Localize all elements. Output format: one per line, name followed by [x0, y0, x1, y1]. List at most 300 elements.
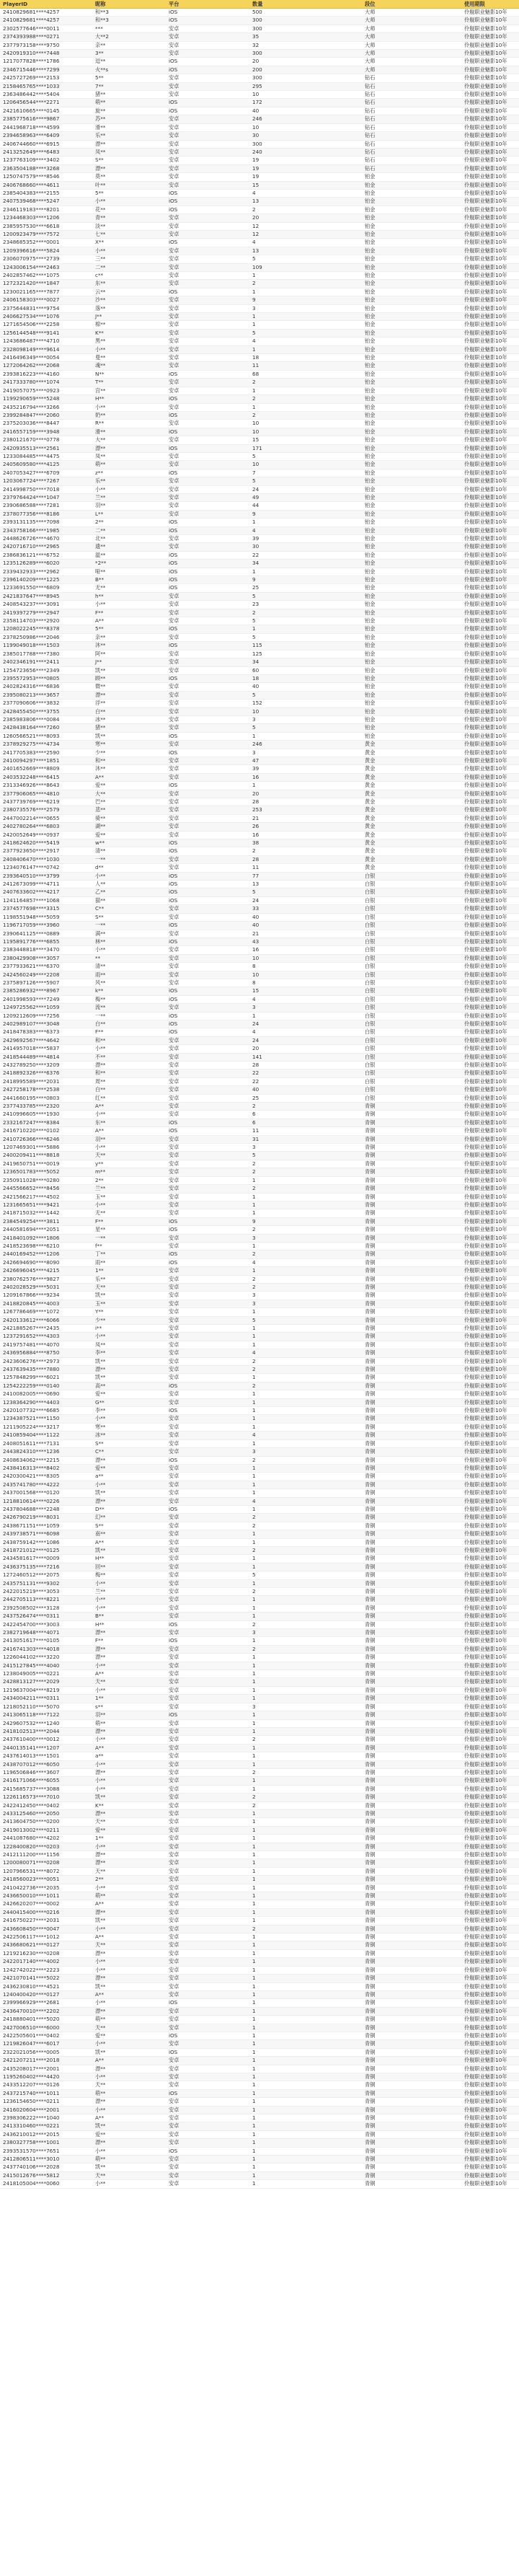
cell-player-id: 1226116573****7010: [0, 1794, 92, 1801]
cell-rank: 青铜: [362, 1941, 461, 1949]
table-row: [0, 1062, 519, 1069]
table-row: [0, 1209, 519, 1217]
cell-nickname: 哑**: [92, 568, 166, 575]
cell-nickname: 小**: [92, 1144, 166, 1152]
cell-player-id: 2394658963****6409: [0, 132, 92, 140]
cell-nickname: 漂**: [92, 1859, 166, 1867]
cell-nickname: 和**: [92, 1036, 166, 1044]
cell-platform: 安卓: [166, 329, 249, 337]
cell-quantity: 1: [249, 1374, 362, 1382]
cell-nickname: T**: [92, 379, 166, 387]
cell-quantity: 24: [249, 896, 362, 904]
cell-platform: 安卓: [166, 1876, 249, 1884]
cell-nickname: 漂**: [92, 1366, 166, 1374]
cell-nickname: 天**: [92, 1818, 166, 1826]
cell-platform: 安卓: [166, 1111, 249, 1119]
cell-rank: 白银: [362, 963, 461, 971]
table-row: [0, 395, 519, 403]
table-row: [0, 1111, 519, 1119]
table-row: [0, 823, 519, 831]
cell-nickname: f**: [92, 1242, 166, 1250]
cell-rank: 青铜: [362, 1333, 461, 1341]
cell-validity: 伶舰职业魅影10年: [461, 814, 519, 822]
cell-nickname: 漂**: [92, 2139, 166, 2147]
cell-player-id: 2410726366****6246: [0, 1135, 92, 1143]
cell-player-id: 2438416313****8402: [0, 1464, 92, 1472]
cell-player-id: 2374393988****0271: [0, 33, 92, 41]
cell-platform: iOS: [166, 58, 249, 66]
cell-nickname: *2**: [92, 560, 166, 568]
cell-rank: 铂金: [362, 477, 461, 485]
cell-platform: iOS: [166, 1711, 249, 1719]
table-row: [0, 214, 519, 222]
cell-nickname: 凯**: [92, 666, 166, 674]
cell-platform: 安卓: [166, 1234, 249, 1242]
cell-rank: 青铜: [362, 1176, 461, 1184]
cell-platform: 安卓: [166, 82, 249, 90]
cell-player-id: 2422506117****1012: [0, 1933, 92, 1941]
cell-player-id: 1233691550****6809: [0, 584, 92, 592]
cell-platform: iOS: [166, 526, 249, 534]
cell-validity: 伶舰职业魅影10年: [461, 1489, 519, 1497]
cell-rank: 青铜: [362, 1925, 461, 1933]
table-row: [0, 2156, 519, 2163]
table-row: [0, 724, 519, 732]
cell-rank: 白银: [362, 954, 461, 962]
cell-rank: 青铜: [362, 1325, 461, 1333]
table-row: [0, 658, 519, 666]
cell-platform: 安卓: [166, 1497, 249, 1505]
cell-player-id: 2421207211****2018: [0, 2057, 92, 2065]
cell-player-id: 1236501783****5052: [0, 1168, 92, 1176]
cell-platform: 安卓: [166, 1835, 249, 1843]
cell-quantity: 12: [249, 222, 362, 230]
header-nickname: 昵称: [92, 0, 166, 9]
cell-nickname: 爱**: [92, 2130, 166, 2138]
cell-validity: 伶舰职业魅影10年: [461, 1654, 519, 1662]
cell-player-id: 2414957018****5837: [0, 1045, 92, 1053]
cell-quantity: 16: [249, 773, 362, 781]
cell-quantity: 1: [249, 1398, 362, 1406]
cell-validity: 伶舰职业魅影10年: [461, 773, 519, 781]
cell-player-id: 2418544489****4814: [0, 1053, 92, 1061]
table-row: [0, 58, 519, 66]
cell-platform: 安卓: [166, 963, 249, 971]
cell-validity: 伶舰职业魅影10年: [461, 1275, 519, 1283]
cell-rank: 黄金: [362, 839, 461, 847]
cell-quantity: 2: [249, 1925, 362, 1933]
cell-quantity: 2: [249, 1768, 362, 1776]
cell-rank: 白银: [362, 979, 461, 987]
cell-platform: 安卓: [166, 1678, 249, 1686]
cell-player-id: 2328098149****9614: [0, 345, 92, 353]
table-row: [0, 1719, 519, 1727]
table-row: [0, 987, 519, 995]
cell-validity: 伶舰职业魅影10年: [461, 206, 519, 213]
cell-rank: 大师: [362, 66, 461, 74]
table-row: [0, 1300, 519, 1307]
cell-quantity: 34: [249, 658, 362, 666]
cell-nickname: 回**: [92, 1563, 166, 1571]
cell-validity: 伶舰职业魅影10年: [461, 50, 519, 58]
table-row: [0, 1563, 519, 1571]
cell-player-id: 1219826047****6017: [0, 2040, 92, 2048]
cell-platform: 安卓: [166, 1292, 249, 1300]
cell-rank: 铂金: [362, 214, 461, 222]
cell-rank: 铂金: [362, 535, 461, 543]
cell-rank: 铂金: [362, 560, 461, 568]
table-row: [0, 164, 519, 172]
cell-platform: 安卓: [166, 345, 249, 353]
cell-player-id: 2422017140****4002: [0, 1958, 92, 1966]
table-row: [0, 420, 519, 428]
cell-quantity: 1: [249, 1892, 362, 1900]
cell-quantity: 4: [249, 1258, 362, 1266]
cell-nickname: 红**: [92, 1094, 166, 1102]
cell-platform: iOS: [166, 239, 249, 247]
cell-nickname: 遗**: [92, 543, 166, 551]
cell-player-id: 1211905224****3217: [0, 1423, 92, 1431]
cell-player-id: 2385775616****9867: [0, 115, 92, 123]
cell-rank: 白银: [362, 872, 461, 880]
cell-quantity: 49: [249, 493, 362, 501]
cell-quantity: 1: [249, 2106, 362, 2114]
cell-quantity: 10: [249, 707, 362, 715]
cell-platform: 安卓: [166, 1514, 249, 1522]
cell-nickname: 漂**: [92, 164, 166, 172]
cell-rank: 钻石: [362, 74, 461, 82]
header-row: [0, 0, 519, 9]
cell-player-id: 2380429908****3057: [0, 954, 92, 962]
cell-nickname: 羽**: [92, 1711, 166, 1719]
cell-nickname: A**: [92, 1670, 166, 1678]
cell-nickname: 凯**: [92, 1357, 166, 1365]
cell-validity: 伶舰职业魅影10年: [461, 765, 519, 773]
cell-quantity: 300: [249, 50, 362, 58]
cell-validity: 伶舰职业魅影10年: [461, 1801, 519, 1809]
table-row: [0, 1176, 519, 1184]
cell-platform: 安卓: [166, 1933, 249, 1941]
cell-platform: 安卓: [166, 765, 249, 773]
cell-quantity: 13: [249, 247, 362, 255]
cell-rank: 青铜: [362, 1604, 461, 1612]
table-row: [0, 1982, 519, 1990]
table-row: [0, 2098, 519, 2106]
cell-player-id: 2420716710****2965: [0, 543, 92, 551]
cell-nickname: 和**3: [92, 17, 166, 25]
cell-nickname: 顾**: [92, 674, 166, 682]
cell-player-id: 2400209411****8818: [0, 1152, 92, 1160]
cell-quantity: 5: [249, 255, 362, 263]
cell-player-id: 2443824310****1236: [0, 1448, 92, 1456]
cell-rank: 青铜: [362, 2032, 461, 2039]
cell-validity: 伶舰职业魅影10年: [461, 633, 519, 641]
cell-nickname: F**: [92, 609, 166, 617]
cell-quantity: 1: [249, 519, 362, 526]
cell-player-id: 2385286932****8967: [0, 987, 92, 995]
cell-rank: 青铜: [362, 1522, 461, 1530]
cell-rank: 铂金: [362, 625, 461, 633]
table-row: [0, 485, 519, 493]
cell-validity: 伶舰职业魅影10年: [461, 551, 519, 559]
cell-nickname: 流**: [92, 1004, 166, 1012]
cell-quantity: 1: [249, 1859, 362, 1867]
cell-nickname: 林**: [92, 938, 166, 945]
cell-nickname: 清**: [92, 847, 166, 855]
cell-platform: iOS: [166, 1226, 249, 1234]
table-row: [0, 576, 519, 584]
cell-validity: 伶舰职业魅影10年: [461, 2016, 519, 2024]
cell-validity: 伶舰职业魅影10年: [461, 905, 519, 913]
cell-platform: 安卓: [166, 313, 249, 321]
cell-validity: 伶舰职业魅影10年: [461, 757, 519, 764]
cell-player-id: 2425727269****2153: [0, 74, 92, 82]
cell-rank: 青铜: [362, 1456, 461, 1464]
cell-platform: 安卓: [166, 683, 249, 691]
table-row: [0, 1473, 519, 1481]
cell-rank: 青铜: [362, 1596, 461, 1604]
cell-validity: 伶舰职业魅影10年: [461, 1958, 519, 1966]
cell-platform: 安卓: [166, 1744, 249, 1752]
cell-platform: iOS: [166, 1258, 249, 1266]
table-row: [0, 1695, 519, 1703]
cell-rank: 青铜: [362, 1366, 461, 1374]
cell-platform: iOS: [166, 1028, 249, 1036]
cell-nickname: 爱**: [92, 1390, 166, 1398]
cell-rank: 青铜: [362, 1497, 461, 1505]
cell-nickname: 凯**: [92, 1794, 166, 1801]
table-row: [0, 1374, 519, 1382]
cell-player-id: 2418401092****1806: [0, 1234, 92, 1242]
cell-platform: 安卓: [166, 164, 249, 172]
cell-validity: 伶舰职业魅影10年: [461, 2032, 519, 2039]
cell-rank: 青铜: [362, 1949, 461, 1957]
cell-quantity: 2: [249, 1185, 362, 1193]
cell-nickname: H**: [92, 395, 166, 403]
table-row: [0, 1439, 519, 1447]
cell-nickname: 雨**: [92, 971, 166, 979]
cell-nickname: 漂**: [92, 1727, 166, 1735]
cell-platform: 安卓: [166, 691, 249, 699]
cell-platform: 安卓: [166, 1209, 249, 1217]
cell-rank: 青铜: [362, 2073, 461, 2081]
cell-quantity: 5: [249, 477, 362, 485]
cell-rank: 青铜: [362, 1719, 461, 1727]
cell-validity: 伶舰职业魅影10年: [461, 2139, 519, 2147]
cell-platform: 安卓: [166, 864, 249, 872]
cell-quantity: 3: [249, 1448, 362, 1456]
table-row: [0, 683, 519, 691]
cell-nickname: 和**: [92, 1069, 166, 1077]
table-row: [0, 617, 519, 625]
table-row: [0, 1283, 519, 1291]
cell-platform: 安卓: [166, 930, 249, 938]
cell-rank: 青铜: [362, 1662, 461, 1669]
cell-validity: 伶舰职业魅影10年: [461, 601, 519, 609]
cell-rank: 黄金: [362, 782, 461, 790]
cell-platform: 安卓: [166, 1727, 249, 1735]
cell-validity: 伶舰职业魅影10年: [461, 658, 519, 666]
cell-quantity: 34: [249, 560, 362, 568]
table-row: [0, 1152, 519, 1160]
cell-validity: 伶舰职业魅影10年: [461, 2163, 519, 2171]
cell-nickname: c**: [92, 272, 166, 280]
cell-platform: iOS: [166, 1250, 249, 1258]
cell-validity: 伶舰职业魅影10年: [461, 1481, 519, 1488]
cell-quantity: 9: [249, 1217, 362, 1225]
cell-platform: 安卓: [166, 1990, 249, 1998]
table-row: [0, 790, 519, 798]
cell-platform: 安卓: [166, 535, 249, 543]
cell-quantity: 2: [249, 1366, 362, 1374]
cell-rank: 铂金: [362, 411, 461, 419]
cell-nickname: A**: [92, 2057, 166, 2065]
cell-platform: 安卓: [166, 1333, 249, 1341]
cell-player-id: 1196717059****3960: [0, 922, 92, 930]
table-row: [0, 1908, 519, 1916]
table-row: [0, 814, 519, 822]
table-row: [0, 674, 519, 682]
cell-quantity: 20: [249, 214, 362, 222]
cell-validity: 伶舰职业魅影10年: [461, 584, 519, 592]
cell-rank: 铂金: [362, 444, 461, 452]
cell-player-id: 2378250986****2046: [0, 633, 92, 641]
cell-player-id: 2418624620****5419: [0, 839, 92, 847]
cell-platform: 安卓: [166, 954, 249, 962]
cell-player-id: 1198551948****5059: [0, 913, 92, 921]
table-row: [0, 1423, 519, 1431]
cell-platform: 安卓: [166, 2106, 249, 2114]
cell-rank: 青铜: [362, 1250, 461, 1258]
cell-platform: 安卓: [166, 1809, 249, 1817]
cell-quantity: 200: [249, 66, 362, 74]
table-row: [0, 1678, 519, 1686]
cell-rank: 钻石: [362, 91, 461, 99]
cell-rank: 铂金: [362, 724, 461, 732]
table-row: [0, 864, 519, 872]
cell-nickname: 巴**: [92, 798, 166, 806]
cell-rank: 青铜: [362, 1999, 461, 2007]
cell-platform: 安卓: [166, 296, 249, 304]
cell-quantity: 1: [249, 732, 362, 740]
cell-player-id: 1260566521****8093: [0, 732, 92, 740]
cell-rank: 青铜: [362, 1193, 461, 1201]
cell-rank: 铂金: [362, 255, 461, 263]
cell-platform: iOS: [166, 1020, 249, 1028]
cell-validity: 伶舰职业魅影10年: [461, 2156, 519, 2163]
cell-rank: 青铜: [362, 1975, 461, 1982]
table-row: [0, 2171, 519, 2179]
cell-validity: 伶舰职业魅影10年: [461, 1258, 519, 1266]
table-row: [0, 1226, 519, 1234]
table-row: [0, 403, 519, 411]
cell-quantity: 1: [249, 1975, 362, 1982]
table-row: [0, 263, 519, 271]
cell-player-id: 1240400420****0127: [0, 1990, 92, 1998]
cell-validity: 伶舰职业魅影10年: [461, 938, 519, 945]
table-row: [0, 436, 519, 444]
cell-quantity: 2: [249, 1801, 362, 1809]
cell-player-id: 2436680621****0127: [0, 1941, 92, 1949]
cell-player-id: 2390686588****7281: [0, 502, 92, 510]
cell-nickname: 乐**: [92, 132, 166, 140]
cell-rank: 铂金: [362, 420, 461, 428]
cell-rank: 黄金: [362, 790, 461, 798]
cell-player-id: 2442705113****8221: [0, 1596, 92, 1604]
cell-player-id: 2418995589****2031: [0, 1077, 92, 1085]
cell-validity: 伶舰职业魅影10年: [461, 1012, 519, 1020]
table-row: [0, 107, 519, 115]
cell-player-id: 1230021165****7877: [0, 288, 92, 296]
cell-player-id: 1203067724****7267: [0, 477, 92, 485]
cell-player-id: 2436956884****8750: [0, 1349, 92, 1357]
cell-validity: 伶舰职业魅影10年: [461, 625, 519, 633]
cell-validity: 伶舰职业魅影10年: [461, 1127, 519, 1135]
table-row: [0, 1407, 519, 1415]
cell-player-id: 1267786469****1072: [0, 1308, 92, 1316]
cell-rank: 黄金: [362, 806, 461, 814]
table-row: [0, 25, 519, 32]
cell-quantity: 4: [249, 1028, 362, 1036]
cell-rank: 铂金: [362, 519, 461, 526]
cell-player-id: 1272321420****1847: [0, 280, 92, 288]
cell-nickname: 风**: [92, 979, 166, 987]
cell-player-id: 2322021056****0005: [0, 2048, 92, 2056]
cell-rank: 青铜: [362, 1794, 461, 1801]
cell-platform: iOS: [166, 519, 249, 526]
cell-validity: 伶舰职业魅影10年: [461, 107, 519, 115]
cell-quantity: 2: [249, 1645, 362, 1653]
header-quantity: 数量: [249, 0, 362, 9]
cell-quantity: 21: [249, 814, 362, 822]
table-row: [0, 296, 519, 304]
cell-quantity: 1: [249, 1530, 362, 1538]
cell-quantity: 1: [249, 1884, 362, 1892]
cell-validity: 伶舰职业魅影10年: [461, 1432, 519, 1439]
cell-platform: 安卓: [166, 214, 249, 222]
cell-validity: 伶舰职业魅影10年: [461, 1999, 519, 2007]
cell-quantity: 20: [249, 790, 362, 798]
cell-platform: 安卓: [166, 1958, 249, 1966]
cell-validity: 伶舰职业魅影10年: [461, 946, 519, 954]
cell-platform: 安卓: [166, 1300, 249, 1307]
table-row: [0, 510, 519, 518]
cell-rank: 白银: [362, 896, 461, 904]
cell-nickname: y**: [92, 1160, 166, 1168]
cell-rank: 青铜: [362, 1168, 461, 1176]
cell-nickname: 小**: [92, 1045, 166, 1053]
cell-quantity: 4: [249, 338, 362, 345]
table-row: [0, 625, 519, 633]
cell-rank: 铂金: [362, 510, 461, 518]
cell-quantity: 25: [249, 584, 362, 592]
table-row: [0, 99, 519, 107]
cell-rank: 铂金: [362, 674, 461, 682]
cell-rank: 白银: [362, 1012, 461, 1020]
cell-platform: iOS: [166, 2089, 249, 2097]
cell-quantity: 31: [249, 1135, 362, 1143]
cell-validity: 伶舰职业魅影10年: [461, 1604, 519, 1612]
cell-validity: 伶舰职业魅影10年: [461, 691, 519, 699]
cell-platform: 安卓: [166, 543, 249, 551]
cell-nickname: 小**: [92, 1333, 166, 1341]
cell-player-id: 1219216230****0208: [0, 1949, 92, 1957]
cell-player-id: 2437739769****6219: [0, 798, 92, 806]
cell-platform: 安卓: [166, 1794, 249, 1801]
cell-rank: 铂金: [362, 230, 461, 238]
cell-rank: 青铜: [362, 1884, 461, 1892]
cell-nickname: 萌**: [92, 99, 166, 107]
